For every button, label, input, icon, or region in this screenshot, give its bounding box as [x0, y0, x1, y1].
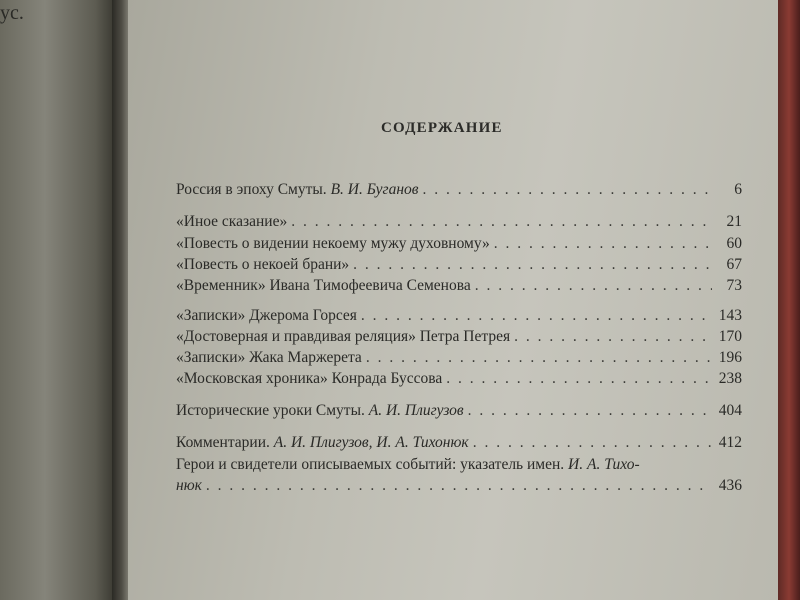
toc-entry: [176, 277, 742, 295]
toc-entry-title: «Записки» Жака Маржерета: [176, 349, 362, 366]
page-title: СОДЕРЖАНИЕ: [381, 120, 503, 136]
toc-leader-dots: [206, 477, 712, 495]
toc-leader-dots: [423, 181, 712, 199]
toc-entry-continuation: [176, 477, 742, 495]
toc-leader-dots: [446, 370, 712, 388]
toc-page-number: 21: [726, 213, 742, 230]
toc-leader-dots: [475, 277, 712, 295]
toc-page-number: 60: [726, 235, 742, 252]
toc-entry-title: «Достоверная и правдивая реляция» Петра Петрея: [176, 328, 511, 345]
toc-entry: [176, 213, 742, 231]
toc-page-number: 238: [718, 370, 742, 387]
toc-entry: [176, 456, 640, 474]
toc-leader-dots: [366, 349, 712, 367]
toc-entry: [176, 256, 742, 274]
toc-leader-dots: [494, 235, 712, 253]
toc-page-number: 404: [718, 402, 742, 419]
toc-entry: [176, 328, 742, 346]
toc-entry-author: А. И. Плигузов, И. А. Тихонюк: [273, 434, 469, 451]
toc-page-number: 196: [718, 349, 742, 366]
toc-entry-author: А. И. Плигузов: [368, 402, 464, 419]
toc-entry-title: Герои и свидетели описываемых событий: указатель имен.: [176, 456, 565, 473]
toc-entry: [176, 370, 742, 388]
toc-entry-title: «Московская хроника» Конрада Буссова: [176, 370, 443, 387]
toc-entry-author: И. А. Тихо-: [568, 456, 640, 473]
toc-entry-title: «Временник» Ивана Тимофеевича Семенова: [176, 277, 471, 294]
toc-entry: [176, 434, 742, 452]
toc-leader-dots: [361, 307, 712, 325]
toc-entry-title: «Иное сказание»: [176, 213, 288, 230]
left-page-text-fragment: ус.: [0, 2, 24, 24]
toc-entry-title: «Повесть о видении некоему мужу духовному»: [176, 235, 490, 252]
toc-entry: [176, 235, 742, 253]
toc-entry-title: «Повесть о некоей брани»: [176, 256, 350, 273]
toc-entry-title: Исторические уроки Смуты.: [176, 402, 365, 419]
toc-entry: [176, 402, 742, 420]
toc-entry: [176, 349, 742, 367]
toc-page-number: 67: [726, 256, 742, 273]
toc-page-number: 73: [726, 277, 742, 294]
toc-leader-dots: [353, 256, 712, 274]
toc-page-number: 170: [718, 328, 742, 345]
toc-entry-title: «Записки» Джерома Горсея: [176, 307, 357, 324]
toc-entry-author: В. И. Буганов: [330, 181, 419, 198]
toc-leader-dots: [514, 328, 712, 346]
toc-leader-dots: [291, 213, 712, 231]
toc-entry-title: Комментарии.: [176, 434, 270, 451]
toc-leader-dots: [468, 402, 712, 420]
toc-page-number: 143: [718, 307, 742, 324]
toc-entry-title: Россия в эпоху Смуты.: [176, 181, 327, 198]
toc-page-number: 412: [718, 434, 742, 451]
toc-leader-dots: [473, 434, 712, 452]
toc-page-number: 436: [718, 477, 742, 494]
toc-entry: [176, 181, 742, 199]
toc-page-number: 6: [734, 181, 742, 198]
toc-entry: [176, 307, 742, 325]
toc-entry-title: нюк: [176, 477, 202, 494]
